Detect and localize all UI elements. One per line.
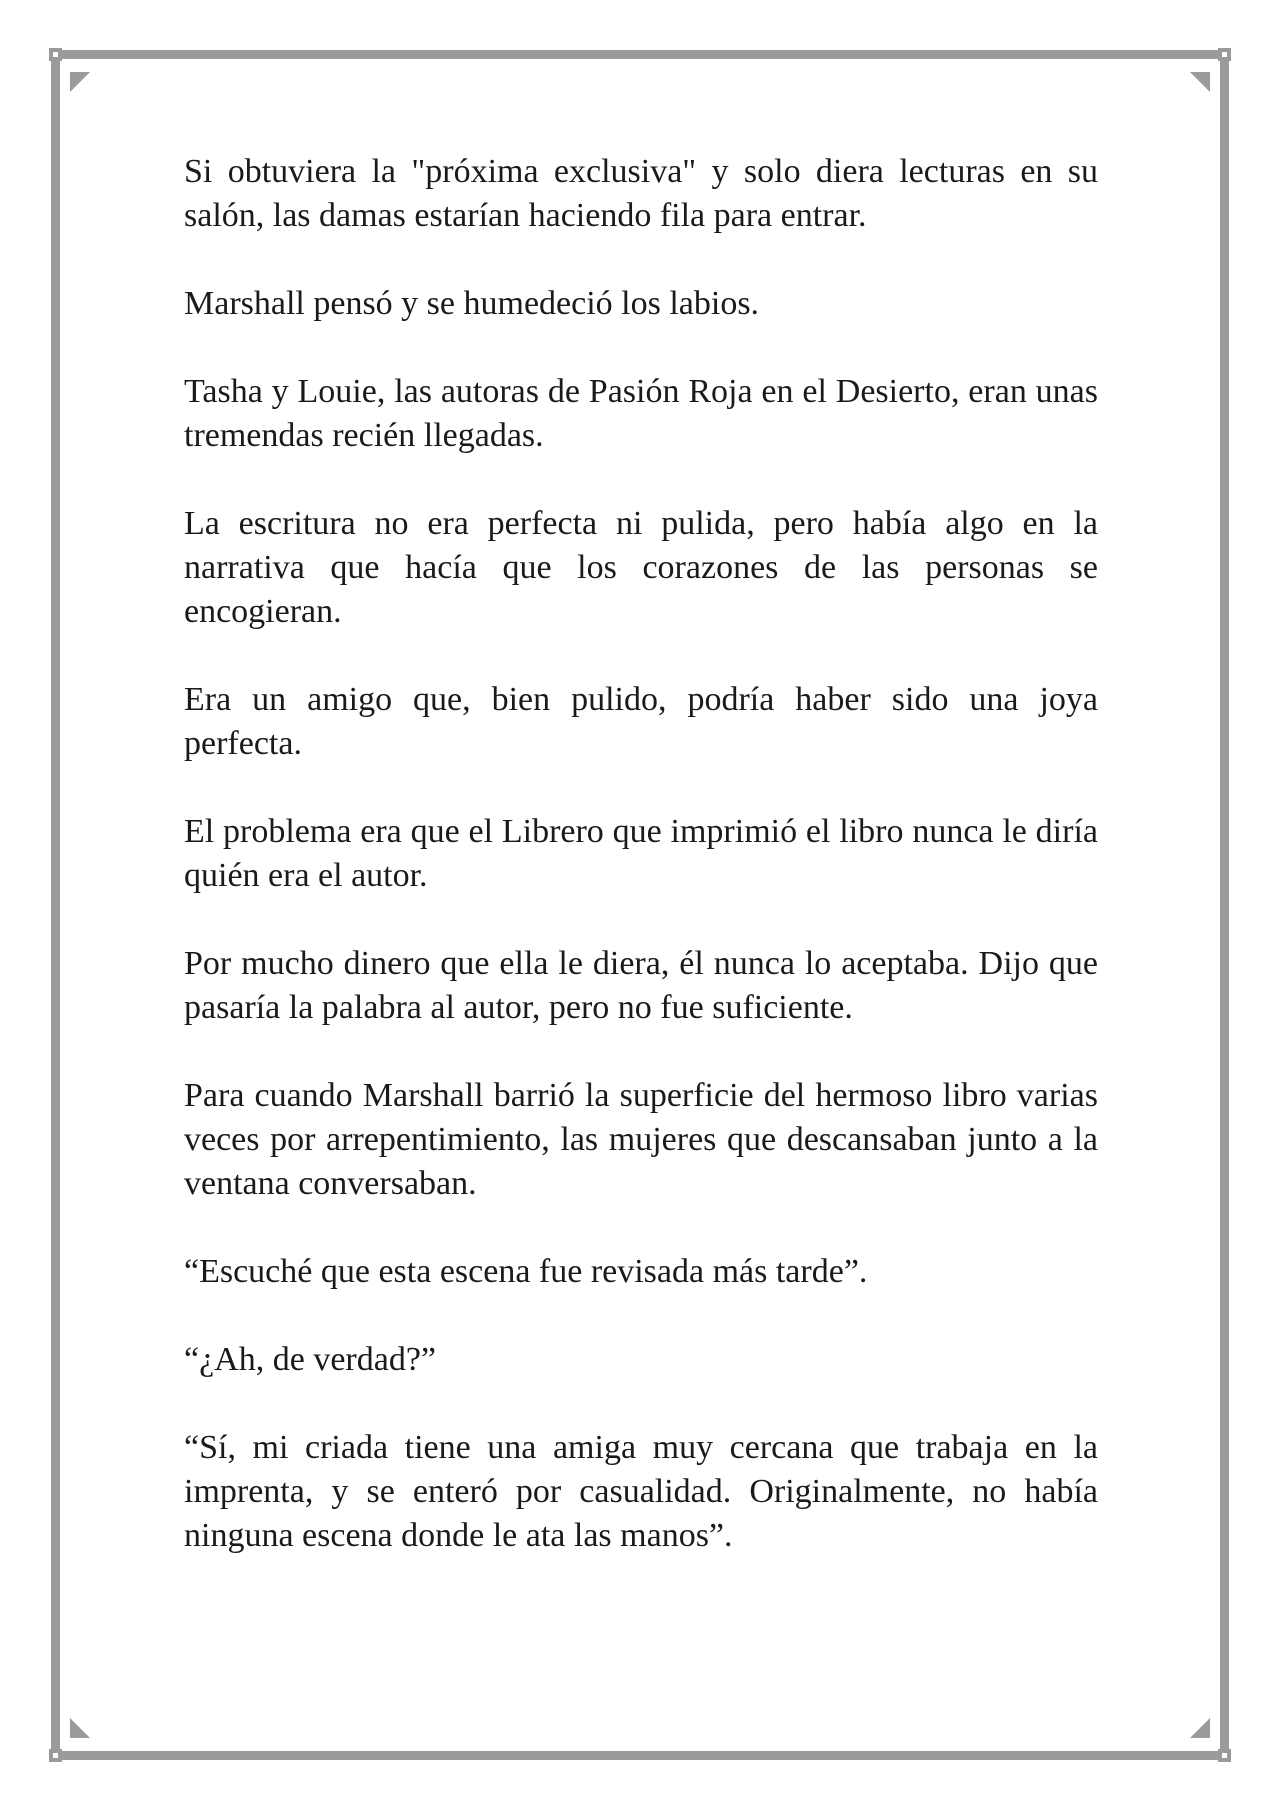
- paragraph: El problema era que el Librero que imprimió el libro nunca le diría quién era el autor.: [184, 813, 1098, 894]
- paragraph: Tasha y Louie, las autoras de Pasión Roja en el Desierto, eran unas tremendas recién llegadas.: [184, 373, 1098, 454]
- paragraph: Para cuando Marshall barrió la superficie del hermoso libro varias veces por arrepentimiento, las mujeres que descansaban junto a la ventana conversaban.: [184, 1077, 1098, 1202]
- body-text: [184, 150, 1098, 1558]
- paragraph: “Escuché que esta escena fue revisada más tarde”.: [184, 1253, 868, 1290]
- paragraph: “Sí, mi criada tiene una amiga muy cercana que trabaja en la imprenta, y se enteró por casualidad. Originalmente, no había ninguna escena donde le ata las manos”.: [184, 1429, 1098, 1554]
- paragraph: Por mucho dinero que ella le diera, él nunca lo aceptaba. Dijo que pasaría la palabra al autor, pero no fue suficiente.: [184, 945, 1098, 1026]
- paragraph: Si obtuviera la "próxima exclusiva" y solo diera lecturas en su salón, las damas estarían haciendo fila para entrar.: [184, 153, 1098, 234]
- paragraph: La escritura no era perfecta ni pulida, pero había algo en la narrativa que hacía que los corazones de las personas se encogieran.: [184, 505, 1098, 630]
- paragraph: Era un amigo que, bien pulido, podría haber sido una joya perfecta.: [184, 681, 1098, 762]
- paragraph: Marshall pensó y se humedeció los labios.: [184, 285, 760, 322]
- paragraph: “¿Ah, de verdad?”: [184, 1341, 437, 1378]
